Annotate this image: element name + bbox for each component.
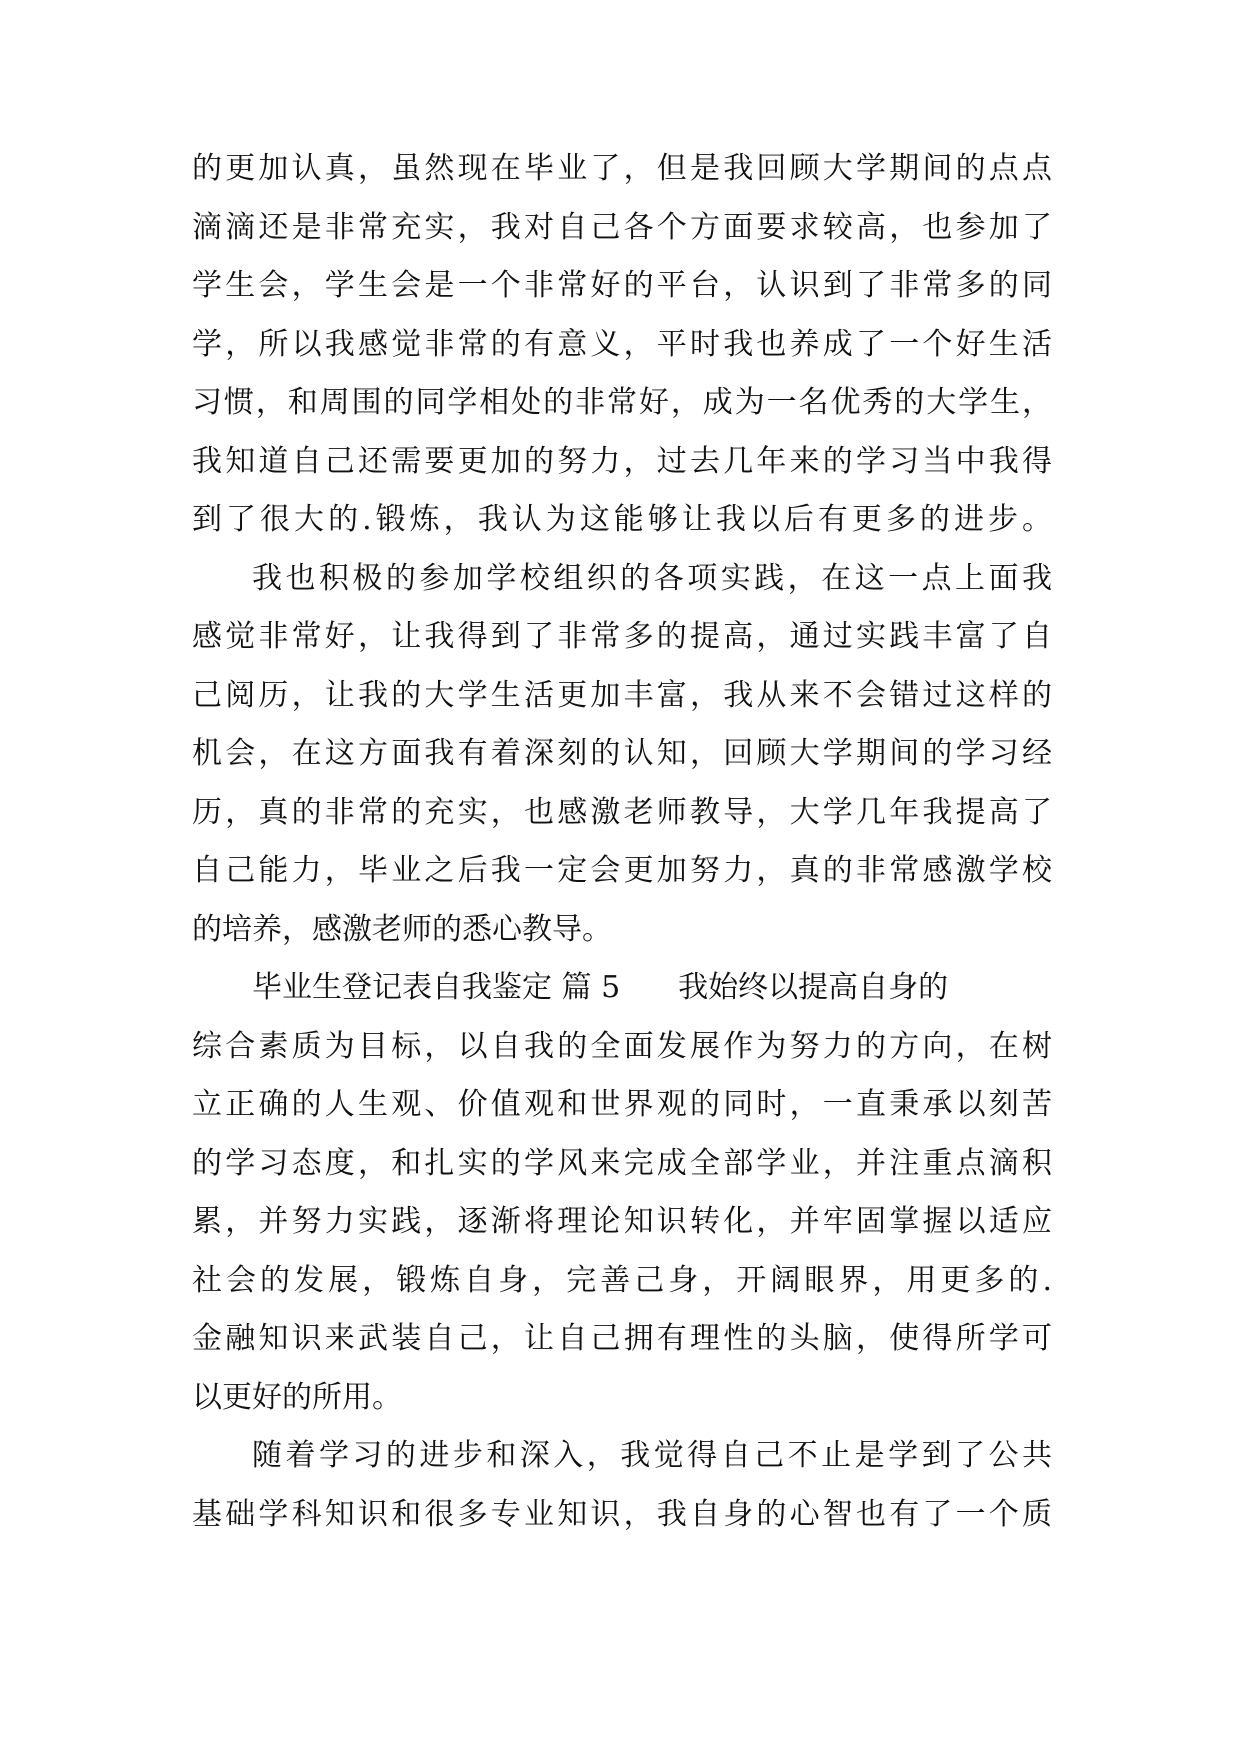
text-line: 自己能力，毕业之后我一定会更加努力，真的非常感激学校 (192, 853, 1052, 888)
text-line: 历，真的非常的充实，也感激老师教导，大学几年我提高了 (192, 794, 1052, 830)
text-line: 学生会，学生会是一个非常好的平台，认识到了非常多的同 (192, 268, 1052, 303)
text-line: 立正确的人生观、价值观和世界观的同时，一直秉承以刻苦 (192, 1087, 1052, 1122)
paragraph-4 (192, 1427, 1052, 1544)
text-line: 滴滴还是非常充实，我对自己各个方面要求较高，也参加了 (192, 209, 1052, 245)
text-line: 学，所以我感觉非常的有意义，平时我也养成了一个好生活 (192, 326, 1052, 362)
heading-tail-text: 我始终以提高自身的 (678, 970, 949, 1005)
text-line: 随着学习的进步和深入，我觉得自己不止是学到了公共 (252, 1438, 1052, 1473)
text-line: 我知道自己还需要更加的努力，过去几年来的学习当中我得 (192, 443, 1052, 479)
text-line: 以更好的所用。 (192, 1379, 402, 1415)
paragraph-1 (192, 140, 1052, 550)
section-heading-line (192, 959, 1052, 1018)
text-line: 机会，在这方面我有着深刻的认知，回顾大学期间的学习经 (192, 736, 1052, 771)
text-line: 习惯，和周围的同学相处的非常好，成为一名优秀的大学生， (192, 385, 1052, 420)
text-line: 的培养，感激老师的悉心教导。 (192, 911, 612, 947)
text-line: 己阅历，让我的大学生活更加丰富，我从来不会错过这样的 (192, 677, 1052, 713)
text-line: 的学习态度，和扎实的学风来完成全部学业，并注重点滴积 (192, 1145, 1052, 1181)
text-line: 社会的发展，锻炼自身，完善己身，开阔眼界，用更多的. (192, 1262, 1052, 1298)
text-line: 的更加认真，虽然现在毕业了，但是我回顾大学期间的点点 (192, 151, 1052, 186)
paragraph-2 (192, 550, 1052, 960)
text-line: 感觉非常好，让我得到了非常多的提高，通过实践丰富了自 (192, 619, 1052, 654)
text-line: 综合素质为目标，以自我的全面发展作为努力的方向，在树 (192, 1028, 1052, 1064)
text-line: 金融知识来武装自己，让自己拥有理性的头脑，使得所学可 (192, 1321, 1052, 1356)
document-body (192, 140, 1052, 1544)
text-line: 基础学科知识和很多专业知识，我自身的心智也有了一个质 (192, 1496, 1052, 1532)
paragraph-3 (192, 959, 1052, 1427)
text-line: 到了很大的.锻炼，我认为这能够让我以后有更多的进步。 (192, 502, 1052, 537)
text-line: 累，并努力实践，逐渐将理论知识转化，并牢固掌握以适应 (192, 1204, 1052, 1239)
section-heading: 毕业生登记表自我鉴定 篇 5 (252, 970, 621, 1005)
text-line: 我也积极的参加学校组织的各项实践，在这一点上面我 (252, 560, 1052, 596)
